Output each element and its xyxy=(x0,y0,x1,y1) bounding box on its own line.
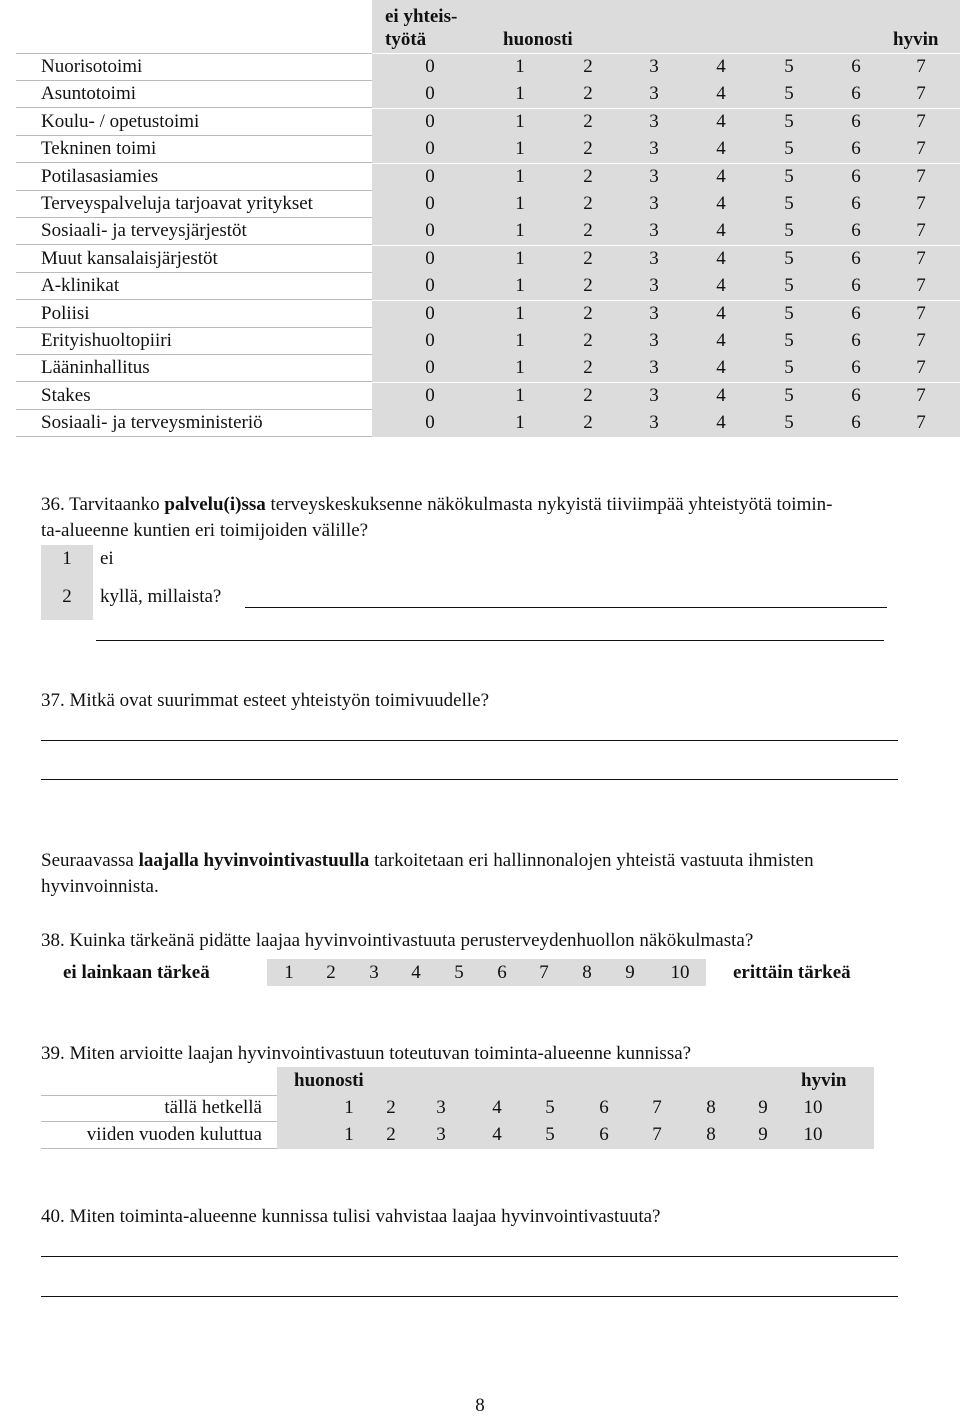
scale-option[interactable]: 3 xyxy=(649,302,659,324)
scale-option[interactable]: 3 xyxy=(649,193,659,214)
scale-option[interactable]: 1 xyxy=(515,193,525,214)
scale-option[interactable]: 6 xyxy=(851,275,861,297)
header-no-collab-line2: työtä xyxy=(385,29,427,50)
q39-scale-option[interactable]: 6 xyxy=(599,1124,609,1145)
q38-scale-option[interactable]: 1 xyxy=(284,962,294,983)
q38-low-label: ei lainkaan tärkeä xyxy=(63,962,210,983)
scale-option[interactable]: 1 xyxy=(515,83,525,105)
q39-scale-option[interactable]: 1 xyxy=(344,1124,354,1145)
scale-option[interactable]: 2 xyxy=(583,384,593,406)
scale-option[interactable]: 0 xyxy=(425,83,435,105)
scale-option[interactable]: 5 xyxy=(784,56,794,77)
q39-scale-option[interactable]: 9 xyxy=(758,1124,768,1145)
scale-option[interactable]: 2 xyxy=(583,412,593,434)
scale-option[interactable]: 2 xyxy=(583,357,593,379)
scale-option[interactable]: 6 xyxy=(851,138,861,160)
scale-option[interactable]: 4 xyxy=(716,56,726,77)
scale-option[interactable]: 3 xyxy=(649,138,659,160)
scale-option[interactable]: 5 xyxy=(784,110,794,132)
table-row xyxy=(0,383,960,410)
scale-option[interactable]: 4 xyxy=(716,193,726,214)
scale-option[interactable]: 0 xyxy=(425,110,435,132)
q37-answer-line-1[interactable] xyxy=(41,740,898,741)
scale-option[interactable]: 5 xyxy=(784,357,794,379)
row-label: Sosiaali- ja terveysjärjestöt xyxy=(41,220,247,242)
scale-option[interactable]: 1 xyxy=(515,275,525,297)
intro-text-line2: hyvinvoinnista. xyxy=(41,876,159,897)
row-label: Asuntotoimi xyxy=(41,83,137,105)
table-row xyxy=(0,136,960,163)
table-row xyxy=(0,54,960,81)
scale-option[interactable]: 0 xyxy=(425,302,435,324)
q39-scale-option[interactable]: 9 xyxy=(758,1097,768,1118)
header-low: huonosti xyxy=(503,29,573,50)
scale-option[interactable]: 2 xyxy=(583,165,593,187)
scale-option[interactable]: 4 xyxy=(716,83,726,105)
scale-option[interactable]: 1 xyxy=(515,330,525,351)
scale-option[interactable]: 7 xyxy=(916,330,926,351)
scale-option[interactable]: 6 xyxy=(851,193,861,214)
scale-option[interactable]: 0 xyxy=(425,193,435,214)
scale-option[interactable]: 6 xyxy=(851,247,861,269)
q39-scale-shade xyxy=(277,1067,874,1149)
q39-scale-option[interactable]: 4 xyxy=(492,1124,502,1145)
scale-option[interactable]: 2 xyxy=(583,138,593,160)
row-label: Stakes xyxy=(41,384,91,406)
q38-scale-option[interactable]: 6 xyxy=(497,962,507,983)
scale-option[interactable]: 1 xyxy=(515,247,525,269)
scale-option[interactable]: 6 xyxy=(851,412,861,434)
scale-option[interactable]: 5 xyxy=(784,193,794,214)
scale-option[interactable]: 7 xyxy=(916,247,926,269)
q39-scale-option[interactable]: 2 xyxy=(386,1124,396,1145)
q38-scale-option[interactable]: 9 xyxy=(625,962,635,983)
q36-text-line2: ta-alueenne kuntien eri toimijoiden välille? xyxy=(41,520,369,541)
scale-option[interactable]: 7 xyxy=(916,83,926,105)
scale-option[interactable]: 1 xyxy=(515,384,525,406)
row-label: Muut kansalaisjärjestöt xyxy=(41,247,218,269)
row-scale xyxy=(372,164,960,191)
scale-option[interactable]: 6 xyxy=(851,302,861,324)
scale-option[interactable]: 1 xyxy=(515,357,525,379)
scale-option[interactable]: 1 xyxy=(515,302,525,324)
scale-option[interactable]: 6 xyxy=(851,330,861,351)
scale-option[interactable]: 7 xyxy=(916,56,926,77)
scale-option[interactable]: 6 xyxy=(851,165,861,187)
table-row xyxy=(0,109,960,136)
scale-option[interactable]: 1 xyxy=(515,138,525,160)
row-scale xyxy=(372,109,960,136)
scale-option[interactable]: 1 xyxy=(515,56,525,77)
scale-option[interactable]: 2 xyxy=(583,275,593,297)
q39-scale-option[interactable]: 3 xyxy=(436,1124,446,1145)
scale-option[interactable]: 3 xyxy=(649,357,659,379)
row-rule xyxy=(16,436,372,437)
scale-option[interactable]: 4 xyxy=(716,247,726,269)
q39-scale-option[interactable]: 7 xyxy=(652,1124,662,1145)
scale-option[interactable]: 2 xyxy=(583,330,593,351)
scale-option[interactable]: 1 xyxy=(515,165,525,187)
scale-option[interactable]: 2 xyxy=(583,220,593,242)
row-scale xyxy=(372,410,960,437)
q40-answer-line-1[interactable] xyxy=(41,1256,898,1257)
page-number: 8 xyxy=(475,1395,485,1416)
row-label: Tekninen toimi xyxy=(41,138,157,160)
scale-option[interactable]: 7 xyxy=(916,302,926,324)
scale-option[interactable]: 5 xyxy=(784,275,794,297)
q37-answer-line-2[interactable] xyxy=(41,779,898,780)
scale-option[interactable]: 6 xyxy=(851,220,861,242)
q39-scale-option[interactable]: 5 xyxy=(545,1124,555,1145)
scale-option[interactable]: 4 xyxy=(716,330,726,351)
q39-row-label: viiden vuoden kuluttua xyxy=(86,1124,262,1145)
scale-option[interactable]: 3 xyxy=(649,83,659,105)
scale-option[interactable]: 4 xyxy=(716,384,726,406)
q38-scale-option[interactable]: 4 xyxy=(411,962,421,983)
scale-option[interactable]: 3 xyxy=(649,275,659,297)
scale-option[interactable]: 5 xyxy=(784,165,794,187)
scale-option[interactable]: 3 xyxy=(649,384,659,406)
scale-option[interactable]: 1 xyxy=(515,220,525,242)
scale-option[interactable]: 5 xyxy=(784,247,794,269)
row-scale xyxy=(372,218,960,245)
table-row xyxy=(0,191,960,218)
scale-option[interactable]: 0 xyxy=(425,56,435,77)
q39-scale-option[interactable]: 8 xyxy=(706,1124,716,1145)
q39-text: 39. Miten arvioitte laajan hyvinvointivastuun toteutuvan toiminta-alueenne kunnissa? xyxy=(41,1043,692,1064)
scale-option[interactable]: 2 xyxy=(583,83,593,105)
table-row xyxy=(0,218,960,245)
scale-option[interactable]: 0 xyxy=(425,412,435,434)
table-row xyxy=(0,328,960,355)
scale-option[interactable]: 2 xyxy=(583,193,593,214)
scale-option[interactable]: 6 xyxy=(851,110,861,132)
q39-scale-option[interactable]: 8 xyxy=(706,1097,716,1118)
q38-high-label: erittäin tärkeä xyxy=(733,962,851,983)
scale-option[interactable]: 5 xyxy=(784,330,794,351)
scale-option[interactable]: 7 xyxy=(916,193,926,214)
scale-option[interactable]: 0 xyxy=(425,330,435,351)
q40-text: 40. Miten toiminta-alueenne kunnissa tulisi vahvistaa laajaa hyvinvointivastuuta? xyxy=(41,1206,661,1227)
scale-option[interactable]: 0 xyxy=(425,275,435,297)
q38-scale-option[interactable]: 8 xyxy=(582,962,592,983)
scale-option[interactable]: 2 xyxy=(583,247,593,269)
scale-option[interactable]: 7 xyxy=(916,412,926,434)
scale-option[interactable]: 0 xyxy=(425,247,435,269)
scale-option[interactable]: 7 xyxy=(916,275,926,297)
scale-option[interactable]: 3 xyxy=(649,165,659,187)
scale-option[interactable]: 6 xyxy=(851,384,861,406)
q38-scale-option[interactable]: 3 xyxy=(369,962,379,983)
scale-option[interactable]: 1 xyxy=(515,412,525,434)
scale-option[interactable]: 0 xyxy=(425,220,435,242)
scale-option[interactable]: 6 xyxy=(851,56,861,77)
scale-option[interactable]: 5 xyxy=(784,384,794,406)
table-row xyxy=(0,273,960,300)
table-row xyxy=(0,410,960,437)
header-no-collab-line1: ei yhteis- xyxy=(385,6,458,27)
row-label: Terveyspalveluja tarjoavat yritykset xyxy=(41,193,313,214)
q39-scale-option[interactable]: 4 xyxy=(492,1097,502,1118)
q40-answer-line-2[interactable] xyxy=(41,1296,898,1297)
scale-option[interactable]: 7 xyxy=(916,220,926,242)
q36-opt2-label: kyllä, millaista? xyxy=(100,586,222,607)
q36-answer-line-1[interactable] xyxy=(245,607,887,608)
scale-option[interactable]: 4 xyxy=(716,275,726,297)
scale-option[interactable]: 0 xyxy=(425,357,435,379)
scale-option[interactable]: 3 xyxy=(649,220,659,242)
scale-option[interactable]: 7 xyxy=(916,138,926,160)
scale-option[interactable]: 0 xyxy=(425,165,435,187)
scale-option[interactable]: 4 xyxy=(716,165,726,187)
scale-option[interactable]: 4 xyxy=(716,138,726,160)
scale-option[interactable]: 7 xyxy=(916,165,926,187)
q39-scale-option[interactable]: 6 xyxy=(599,1097,609,1118)
row-scale xyxy=(372,273,960,300)
row-label: Nuorisotoimi xyxy=(41,56,143,77)
scale-option[interactable]: 7 xyxy=(916,357,926,379)
scale-option[interactable]: 6 xyxy=(851,83,861,105)
q39-scale-option[interactable]: 3 xyxy=(436,1097,446,1118)
q39-rule-2 xyxy=(41,1121,277,1122)
q36-answer-line-2[interactable] xyxy=(96,640,884,641)
scale-option[interactable]: 5 xyxy=(784,220,794,242)
q39-scale-option[interactable]: 10 xyxy=(803,1097,823,1118)
row-label: Erityishuoltopiiri xyxy=(41,330,172,351)
table-row xyxy=(0,81,960,108)
scale-option[interactable]: 3 xyxy=(649,56,659,77)
scale-option[interactable]: 2 xyxy=(583,302,593,324)
scale-option[interactable]: 2 xyxy=(583,110,593,132)
table-row xyxy=(0,246,960,273)
table-row xyxy=(0,355,960,382)
row-scale xyxy=(372,383,960,410)
scale-option[interactable]: 2 xyxy=(583,56,593,77)
q39-rule-3 xyxy=(41,1148,277,1149)
q39-scale-option[interactable]: 10 xyxy=(803,1124,823,1145)
row-scale xyxy=(372,54,960,81)
scale-option[interactable]: 4 xyxy=(716,110,726,132)
q38-scale-option[interactable]: 7 xyxy=(539,962,549,983)
table-row xyxy=(0,164,960,191)
row-scale xyxy=(372,355,960,382)
row-label: Sosiaali- ja terveysministeriö xyxy=(41,412,263,434)
scale-option[interactable]: 4 xyxy=(716,302,726,324)
q38-scale-option[interactable]: 5 xyxy=(454,962,464,983)
q36-text: 36. Tarvitaanko palvelu(i)ssa terveyskeskuksenne näkökulmasta nykyistä tiiviimpää yhteistyötä toimin- xyxy=(41,494,833,515)
scale-option[interactable]: 4 xyxy=(716,412,726,434)
row-scale xyxy=(372,191,960,218)
scale-option[interactable]: 0 xyxy=(425,138,435,160)
scale-option[interactable]: 5 xyxy=(784,302,794,324)
scale-option[interactable]: 6 xyxy=(851,357,861,379)
row-label: Poliisi xyxy=(41,302,90,324)
row-scale xyxy=(372,328,960,355)
q39-rule-1 xyxy=(41,1095,277,1096)
row-scale xyxy=(372,246,960,273)
scale-option[interactable]: 4 xyxy=(716,220,726,242)
scale-option[interactable]: 0 xyxy=(425,384,435,406)
q38-text: 38. Kuinka tärkeänä pidätte laajaa hyvinvointivastuuta perusterveydenhuollon näkökulmasta? xyxy=(41,930,754,951)
q39-scale-option[interactable]: 2 xyxy=(386,1097,396,1118)
q36-opt1-label: ei xyxy=(100,548,114,569)
row-scale xyxy=(372,301,960,328)
q36-opt2-number[interactable]: 2 xyxy=(62,586,72,607)
q39-scale-option[interactable]: 1 xyxy=(344,1097,354,1118)
scale-option[interactable]: 4 xyxy=(716,357,726,379)
q38-scale-option[interactable]: 10 xyxy=(670,962,690,983)
intro-text: Seuraavassa laajalla hyvinvointivastuulla tarkoitetaan eri hallinnonalojen yhteistä vastuuta ihmisten xyxy=(41,850,814,871)
header-high: hyvin xyxy=(893,29,939,50)
table-row xyxy=(0,301,960,328)
q39-scale-option[interactable]: 5 xyxy=(545,1097,555,1118)
scale-option[interactable]: 5 xyxy=(784,83,794,105)
scale-option[interactable]: 7 xyxy=(916,110,926,132)
scale-option[interactable]: 3 xyxy=(649,330,659,351)
row-label: Potilasasiamies xyxy=(41,165,159,187)
row-label: A-klinikat xyxy=(41,275,120,297)
q39-scale-option[interactable]: 7 xyxy=(652,1097,662,1118)
scale-option[interactable]: 7 xyxy=(916,384,926,406)
scale-option[interactable]: 3 xyxy=(649,247,659,269)
q36-opt1-number[interactable]: 1 xyxy=(62,548,72,569)
row-scale xyxy=(372,136,960,163)
scale-option[interactable]: 1 xyxy=(515,110,525,132)
scale-option[interactable]: 3 xyxy=(649,110,659,132)
scale-option[interactable]: 5 xyxy=(784,138,794,160)
row-label: Koulu- / opetustoimi xyxy=(41,110,200,132)
q37-text: 37. Mitkä ovat suurimmat esteet yhteistyön toimivuudelle? xyxy=(41,690,490,711)
scale-option[interactable]: 5 xyxy=(784,412,794,434)
table-header-shade xyxy=(372,0,960,53)
q38-scale-option[interactable]: 2 xyxy=(326,962,336,983)
q39-high-label: hyvin xyxy=(801,1070,847,1091)
q39-low-label: huonosti xyxy=(294,1070,364,1091)
row-label: Lääninhallitus xyxy=(41,357,150,379)
q39-row-label: tällä hetkellä xyxy=(164,1097,262,1118)
row-scale xyxy=(372,81,960,108)
scale-option[interactable]: 3 xyxy=(649,412,659,434)
